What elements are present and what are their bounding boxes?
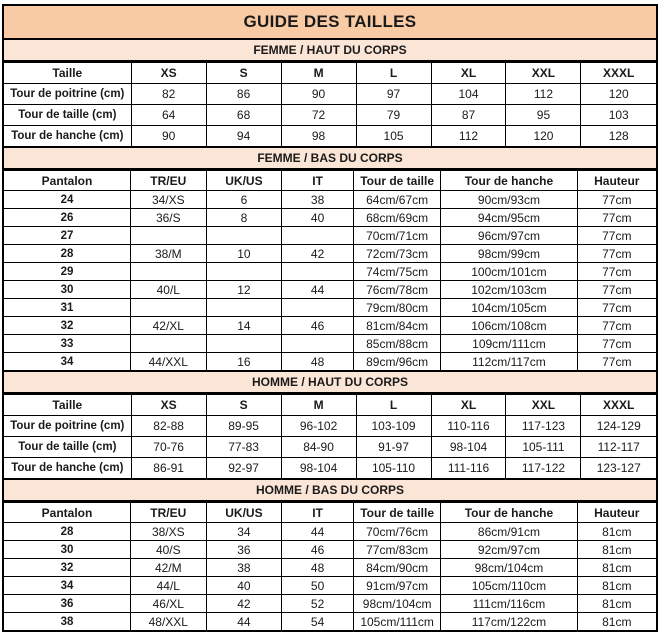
cell: 40 — [206, 577, 282, 595]
cell: 117-122 — [506, 458, 581, 479]
table-row — [4, 559, 656, 577]
column-header: TR/EU — [130, 503, 206, 523]
column-header: XS — [131, 63, 206, 84]
cell: 91cm/97cm — [353, 577, 440, 595]
row-label: 33 — [4, 335, 130, 353]
column-header: IT — [282, 503, 354, 523]
cell: 86-91 — [131, 458, 206, 479]
cell: 36 — [206, 541, 282, 559]
cell — [282, 227, 354, 245]
section-header-femme-haut: FEMME / HAUT DU CORPS — [4, 40, 656, 62]
cell: 38 — [282, 191, 354, 209]
row-label: 24 — [4, 191, 130, 209]
cell — [206, 263, 282, 281]
column-header: XS — [131, 395, 206, 416]
cell: 77-83 — [206, 437, 281, 458]
cell: 98cm/99cm — [441, 245, 577, 263]
cell: 46/XL — [130, 595, 206, 613]
row-label: 30 — [4, 281, 130, 299]
row-label: 28 — [4, 523, 130, 541]
column-header: Pantalon — [4, 503, 130, 523]
cell: 72cm/73cm — [353, 245, 440, 263]
cell: 82-88 — [131, 416, 206, 437]
cell: 54 — [282, 613, 354, 631]
cell: 77cm — [577, 353, 656, 371]
cell: 98 — [281, 126, 356, 147]
cell: 85cm/88cm — [353, 335, 440, 353]
cell: 105cm/110cm — [441, 577, 577, 595]
cell: 94 — [206, 126, 281, 147]
table-row — [4, 541, 656, 559]
cell — [206, 335, 282, 353]
table-row — [4, 227, 656, 245]
cell: 100cm/101cm — [441, 263, 577, 281]
cell: 81cm — [577, 541, 656, 559]
column-header-row — [4, 171, 656, 191]
cell: 48 — [282, 559, 354, 577]
cell: 98cm/104cm — [353, 595, 440, 613]
cell: 40/L — [130, 281, 206, 299]
cell: 105cm/111cm — [353, 613, 440, 631]
cell: 42 — [282, 245, 354, 263]
cell: 77cm — [577, 209, 656, 227]
column-header: Taille — [4, 395, 131, 416]
column-header: IT — [282, 171, 354, 191]
cell: 64cm/67cm — [353, 191, 440, 209]
column-header: M — [281, 395, 356, 416]
cell: 91-97 — [356, 437, 431, 458]
section-header-homme-haut: HOMME / HAUT DU CORPS — [4, 370, 656, 394]
cell: 112cm/117cm — [441, 353, 577, 371]
table-row — [4, 281, 656, 299]
column-header: Hauteur — [577, 503, 656, 523]
column-header: Tour de taille — [353, 503, 440, 523]
cell: 38 — [206, 559, 282, 577]
cell: 52 — [282, 595, 354, 613]
cell — [282, 263, 354, 281]
cell: 8 — [206, 209, 282, 227]
cell: 6 — [206, 191, 282, 209]
cell: 14 — [206, 317, 282, 335]
cell: 90 — [131, 126, 206, 147]
column-header: TR/EU — [130, 171, 206, 191]
section-homme-bas — [4, 478, 656, 630]
column-header: L — [356, 63, 431, 84]
cell: 92-97 — [206, 458, 281, 479]
column-header: XXXL — [581, 63, 656, 84]
cell: 81cm/84cm — [353, 317, 440, 335]
column-header-row — [4, 395, 656, 416]
cell: 50 — [282, 577, 354, 595]
column-header: Taille — [4, 63, 131, 84]
column-header: XXXL — [581, 395, 656, 416]
row-label: 34 — [4, 577, 130, 595]
cell: 77cm — [577, 191, 656, 209]
column-header: M — [281, 63, 356, 84]
row-label: Tour de taille (cm) — [4, 105, 131, 126]
sections — [4, 40, 656, 630]
cell: 44/L — [130, 577, 206, 595]
cell — [130, 263, 206, 281]
cell: 68 — [206, 105, 281, 126]
cell: 77cm/83cm — [353, 541, 440, 559]
row-label: 36 — [4, 595, 130, 613]
cell: 111-116 — [431, 458, 506, 479]
row-label: 38 — [4, 613, 130, 631]
cell: 81cm — [577, 577, 656, 595]
cell: 105 — [356, 126, 431, 147]
cell: 12 — [206, 281, 282, 299]
column-header: S — [206, 395, 281, 416]
cell — [206, 299, 282, 317]
cell — [206, 227, 282, 245]
cell: 92cm/97cm — [441, 541, 577, 559]
cell: 36/S — [130, 209, 206, 227]
cell: 98-104 — [281, 458, 356, 479]
column-header: Hauteur — [577, 171, 656, 191]
cell: 40/S — [130, 541, 206, 559]
section-table-femme-haut — [4, 62, 656, 146]
cell: 109cm/111cm — [441, 335, 577, 353]
cell — [282, 299, 354, 317]
size-guide-sheet — [2, 4, 658, 632]
cell: 96cm/97cm — [441, 227, 577, 245]
cell: 84-90 — [281, 437, 356, 458]
cell: 120 — [506, 126, 581, 147]
cell: 77cm — [577, 245, 656, 263]
row-label: 26 — [4, 209, 130, 227]
section-header-homme-bas: HOMME / BAS DU CORPS — [4, 478, 656, 502]
cell — [130, 299, 206, 317]
cell: 103-109 — [356, 416, 431, 437]
cell: 77cm — [577, 227, 656, 245]
row-label: Tour de hanche (cm) — [4, 126, 131, 147]
cell: 70cm/71cm — [353, 227, 440, 245]
table-row — [4, 523, 656, 541]
cell: 86 — [206, 84, 281, 105]
cell: 44/XXL — [130, 353, 206, 371]
table-row — [4, 191, 656, 209]
table-row — [4, 458, 656, 479]
cell: 105-110 — [356, 458, 431, 479]
table-row — [4, 613, 656, 631]
cell: 90cm/93cm — [441, 191, 577, 209]
cell: 76cm/78cm — [353, 281, 440, 299]
table-row — [4, 209, 656, 227]
column-header: Pantalon — [4, 171, 130, 191]
column-header: XL — [431, 63, 506, 84]
cell: 117cm/122cm — [441, 613, 577, 631]
cell: 112 — [506, 84, 581, 105]
row-label: 34 — [4, 353, 130, 371]
cell: 87 — [431, 105, 506, 126]
column-header: UK/US — [206, 503, 282, 523]
table-row — [4, 353, 656, 371]
cell: 48/XXL — [130, 613, 206, 631]
section-femme-haut — [4, 40, 656, 146]
cell: 89cm/96cm — [353, 353, 440, 371]
cell: 117-123 — [506, 416, 581, 437]
cell: 70cm/76cm — [353, 523, 440, 541]
cell: 98cm/104cm — [441, 559, 577, 577]
cell: 81cm — [577, 595, 656, 613]
column-header-row — [4, 503, 656, 523]
section-table-homme-haut — [4, 394, 656, 478]
table-row — [4, 437, 656, 458]
cell: 104 — [431, 84, 506, 105]
column-header: UK/US — [206, 171, 282, 191]
cell: 102cm/103cm — [441, 281, 577, 299]
cell: 105-111 — [506, 437, 581, 458]
cell: 68cm/69cm — [353, 209, 440, 227]
cell: 97 — [356, 84, 431, 105]
cell: 72 — [281, 105, 356, 126]
table-row — [4, 263, 656, 281]
cell: 110-116 — [431, 416, 506, 437]
cell: 79 — [356, 105, 431, 126]
column-header-row — [4, 63, 656, 84]
cell: 123-127 — [581, 458, 656, 479]
cell: 42/M — [130, 559, 206, 577]
cell: 16 — [206, 353, 282, 371]
cell: 128 — [581, 126, 656, 147]
cell: 48 — [282, 353, 354, 371]
table-row — [4, 245, 656, 263]
cell: 90 — [281, 84, 356, 105]
cell: 79cm/80cm — [353, 299, 440, 317]
cell: 106cm/108cm — [441, 317, 577, 335]
table-row — [4, 335, 656, 353]
cell: 112-117 — [581, 437, 656, 458]
section-table-femme-bas — [4, 170, 656, 370]
column-header: Tour de taille — [353, 171, 440, 191]
row-label: 32 — [4, 559, 130, 577]
cell: 46 — [282, 541, 354, 559]
cell: 46 — [282, 317, 354, 335]
cell: 34 — [206, 523, 282, 541]
cell: 77cm — [577, 263, 656, 281]
cell: 94cm/95cm — [441, 209, 577, 227]
cell: 42/XL — [130, 317, 206, 335]
cell: 64 — [131, 105, 206, 126]
table-row — [4, 577, 656, 595]
cell: 82 — [131, 84, 206, 105]
column-header: Tour de hanche — [441, 503, 577, 523]
cell: 89-95 — [206, 416, 281, 437]
row-label: 29 — [4, 263, 130, 281]
cell: 96-102 — [281, 416, 356, 437]
cell: 103 — [581, 105, 656, 126]
cell: 77cm — [577, 335, 656, 353]
cell: 38/XS — [130, 523, 206, 541]
column-header: L — [356, 395, 431, 416]
cell: 95 — [506, 105, 581, 126]
cell: 10 — [206, 245, 282, 263]
row-label: 28 — [4, 245, 130, 263]
cell: 44 — [282, 281, 354, 299]
table-row — [4, 595, 656, 613]
page-title: GUIDE DES TAILLES — [4, 6, 656, 40]
cell — [282, 335, 354, 353]
row-label: Tour de taille (cm) — [4, 437, 131, 458]
cell: 74cm/75cm — [353, 263, 440, 281]
cell: 81cm — [577, 559, 656, 577]
cell: 112 — [431, 126, 506, 147]
row-label: Tour de poitrine (cm) — [4, 84, 131, 105]
table-row — [4, 317, 656, 335]
cell: 86cm/91cm — [441, 523, 577, 541]
cell: 77cm — [577, 317, 656, 335]
cell: 124-129 — [581, 416, 656, 437]
column-header: S — [206, 63, 281, 84]
section-femme-bas — [4, 146, 656, 370]
row-label: 30 — [4, 541, 130, 559]
cell: 44 — [206, 613, 282, 631]
column-header: XL — [431, 395, 506, 416]
row-label: Tour de hanche (cm) — [4, 458, 131, 479]
cell — [130, 227, 206, 245]
cell: 34/XS — [130, 191, 206, 209]
table-row — [4, 126, 656, 147]
section-table-homme-bas — [4, 502, 656, 630]
row-label: 32 — [4, 317, 130, 335]
column-header: Tour de hanche — [441, 171, 577, 191]
cell: 40 — [282, 209, 354, 227]
cell: 84cm/90cm — [353, 559, 440, 577]
row-label: 31 — [4, 299, 130, 317]
cell: 77cm — [577, 281, 656, 299]
column-header: XXL — [506, 395, 581, 416]
cell: 98-104 — [431, 437, 506, 458]
cell: 38/M — [130, 245, 206, 263]
table-row — [4, 84, 656, 105]
cell: 44 — [282, 523, 354, 541]
cell: 120 — [581, 84, 656, 105]
cell: 104cm/105cm — [441, 299, 577, 317]
cell: 42 — [206, 595, 282, 613]
cell: 70-76 — [131, 437, 206, 458]
cell — [130, 335, 206, 353]
row-label: 27 — [4, 227, 130, 245]
column-header: XXL — [506, 63, 581, 84]
cell: 81cm — [577, 613, 656, 631]
cell: 111cm/116cm — [441, 595, 577, 613]
row-label: Tour de poitrine (cm) — [4, 416, 131, 437]
cell: 77cm — [577, 299, 656, 317]
section-homme-haut — [4, 370, 656, 478]
table-row — [4, 299, 656, 317]
table-row — [4, 416, 656, 437]
cell: 81cm — [577, 523, 656, 541]
section-header-femme-bas: FEMME / BAS DU CORPS — [4, 146, 656, 170]
table-row — [4, 105, 656, 126]
